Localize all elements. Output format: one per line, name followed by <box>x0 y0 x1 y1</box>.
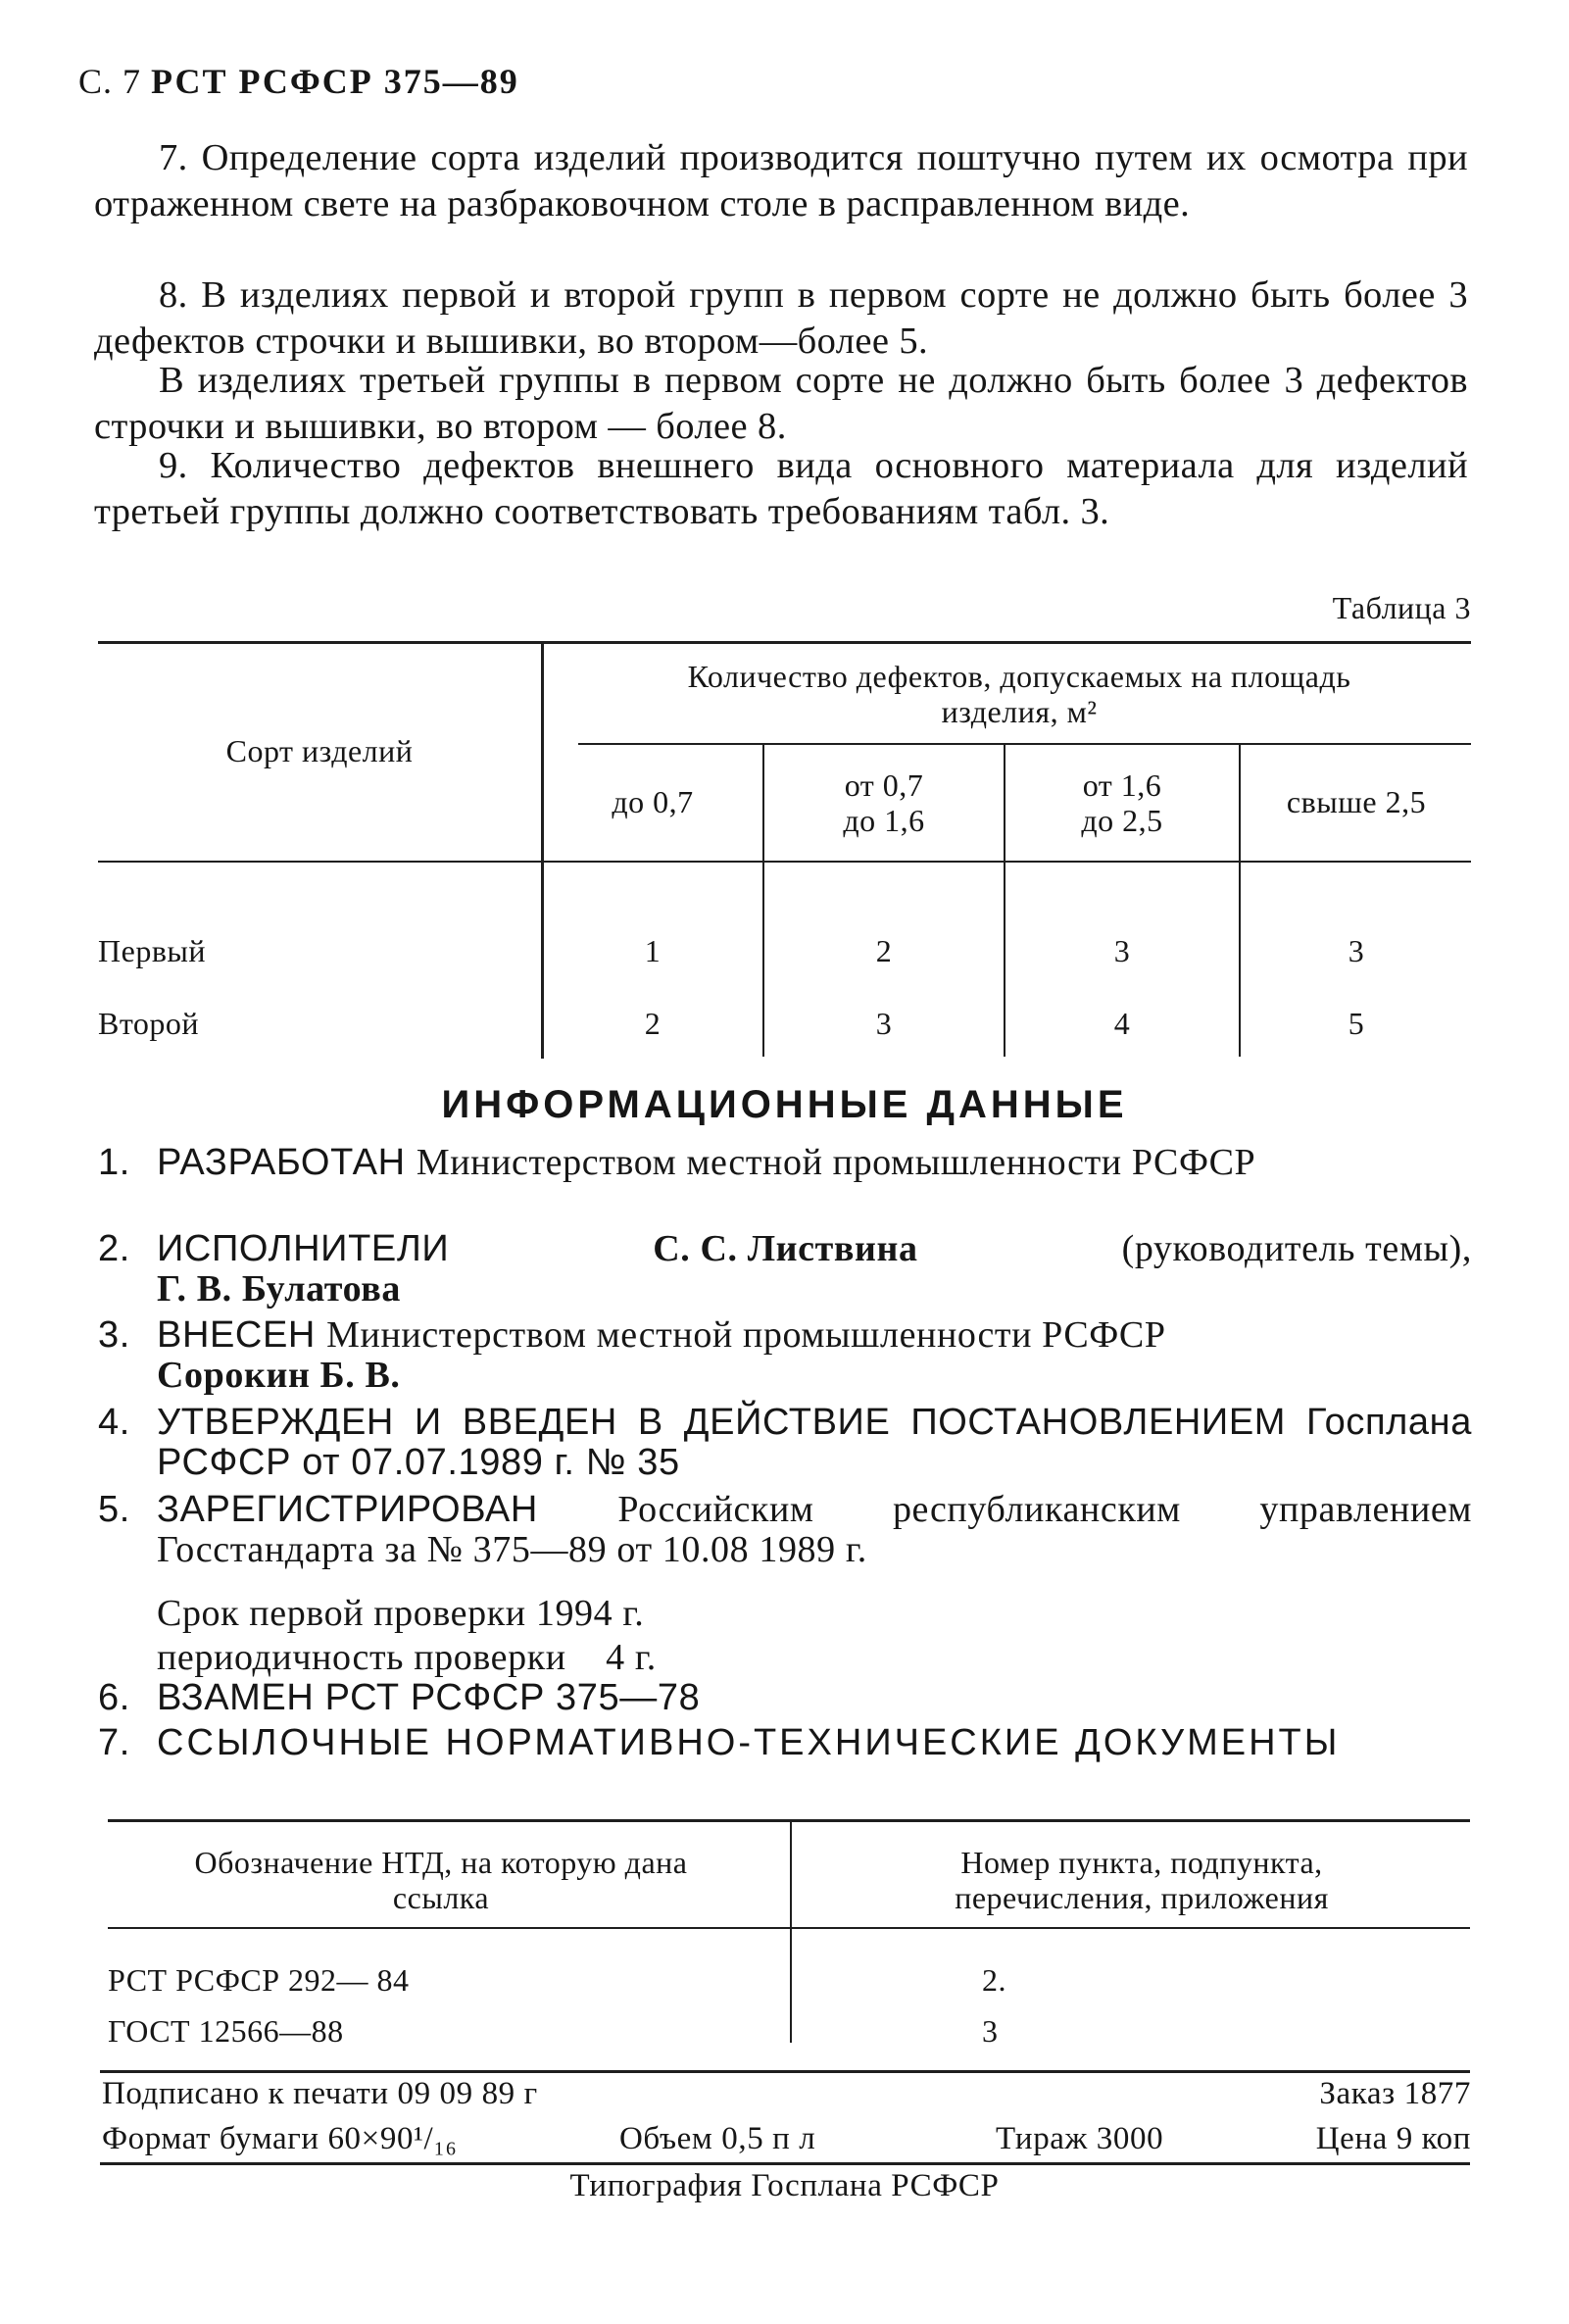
table-cell: 2 <box>644 1006 662 1041</box>
table-cell: 5 <box>1348 1006 1365 1041</box>
table-divider <box>1239 745 1241 1057</box>
ref-table-header-rule <box>108 1927 1470 1929</box>
item-text: Министерством местной промышленности РСФСР <box>416 1142 1256 1183</box>
executor-name: Г. В. Булатова <box>157 1268 401 1310</box>
item-number: 7. <box>98 1722 130 1763</box>
info-item-3 <box>98 1315 1472 1396</box>
item-number: 5. <box>98 1489 130 1530</box>
paragraph-7: 7. Определение сорта изделий производится поштучно путем их осмотра при отраженном свете на разбраковочном столе в расправленном виде. <box>94 137 1468 224</box>
column-header: от 1,6 до 2,5 <box>1081 767 1163 838</box>
info-item-2 <box>98 1229 1472 1310</box>
group-header: Количество дефектов, допускаемых на площадь изделия, м² <box>687 659 1351 729</box>
imprint-price: Цена 9 коп <box>1315 2121 1471 2156</box>
item-text: Госплана РСФСР от 07.07.1989 г. № 35 <box>157 1402 1472 1483</box>
imprint-copies: Тираж 3000 <box>996 2121 1164 2156</box>
ref-item: 2. <box>982 1962 1006 1998</box>
item-lead: ИСПОЛНИТЕЛИ <box>157 1228 450 1269</box>
imprint-bottom-rule <box>100 2162 1470 2165</box>
table-top-rule <box>98 641 1471 644</box>
ref-col1-header: Обозначение НТД, на которую дана ссылка <box>194 1845 688 1915</box>
paragraph-8-continued: В изделиях третьей группы в первом сорте не должно быть более 3 дефектов строчки и вышивки, во втором — более 8. <box>94 360 1468 447</box>
paragraph-9: 9. Количество дефектов внешнего вида основного материала для изделий третьей группы должно соответствовать требованиям табл. 3. <box>94 445 1468 532</box>
imprint-format: Формат бумаги 60×90¹/₁₆ <box>102 2121 458 2156</box>
first-check-term: Срок первой проверки 1994 г. <box>157 1593 645 1634</box>
table-cell: 1 <box>644 933 662 968</box>
row-header: Сорт изделий <box>225 733 414 768</box>
info-item-4 <box>98 1403 1472 1483</box>
table-cell: 3 <box>1348 933 1365 968</box>
item-number: 6. <box>98 1677 130 1718</box>
page-header <box>78 61 519 102</box>
standard-code: РСТ РСФСР 375—89 <box>151 62 519 101</box>
column-header: свыше 2,5 <box>1286 784 1427 819</box>
info-item-6 <box>98 1678 1472 1718</box>
check-periodicity: периодичность проверки 4 г. <box>157 1637 657 1678</box>
imprint-volume: Объем 0,5 п л <box>619 2121 816 2156</box>
table-cell: 3 <box>875 1006 893 1041</box>
ref-col2-header: Номер пункта, подпункта, перечисления, приложения <box>955 1845 1329 1915</box>
info-item-7 <box>98 1723 1472 1804</box>
imprint-order: Заказ 1877 <box>1319 2076 1471 2111</box>
row-label: Первый <box>98 933 207 968</box>
imprint-printer: Типография Госплана РСФСР <box>569 2168 1000 2203</box>
table-cell: 4 <box>1113 1006 1131 1041</box>
table-header-rule <box>98 861 1471 863</box>
table-caption: Таблица 3 <box>1332 590 1471 625</box>
item-text: Российским республиканским управлением Госстандарта за № 375—89 от 10.08 1989 г. <box>157 1489 1472 1570</box>
info-title: ИНФОРМАЦИОННЫЕ ДАННЫЕ <box>441 1083 1128 1126</box>
item-lead: РАЗРАБОТАН <box>157 1142 406 1183</box>
table-divider <box>541 643 544 1059</box>
info-item-1 <box>98 1143 1472 1223</box>
executor-name: С. С. Листвина <box>653 1228 918 1269</box>
item-lead: УТВЕРЖДЕН И ВВЕДЕН В ДЕЙСТВИЕ ПОСТАНОВЛЕНИЕМ <box>157 1402 1287 1443</box>
ref-doc: РСТ РСФСР 292— 84 <box>108 1962 410 1998</box>
item-text: Министерством местной промышленности РСФСР <box>326 1314 1166 1356</box>
column-header: до 0,7 <box>612 784 694 819</box>
ref-item: 3 <box>982 2013 999 2049</box>
ref-doc: ГОСТ 12566—88 <box>108 2013 344 2049</box>
executor-role: (руководитель темы), <box>1121 1228 1472 1269</box>
info-item-5 <box>98 1490 1472 1570</box>
item-number: 3. <box>98 1314 130 1356</box>
paragraph-8: 8. В изделиях первой и второй групп в первом сорте не должно быть более 3 дефектов строчки и вышивки, во втором—более 5. <box>94 274 1468 362</box>
table-cell: 3 <box>1113 933 1131 968</box>
item-lead: ЗАРЕГИСТРИРОВАН <box>157 1489 538 1530</box>
item-lead: ВНЕСЕН <box>157 1314 316 1356</box>
column-header: от 0,7 до 1,6 <box>843 767 925 838</box>
item-number: 4. <box>98 1402 130 1443</box>
imprint-top-rule <box>100 2070 1470 2073</box>
imprint-signed: Подписано к печати 09 09 89 г <box>102 2076 538 2111</box>
ref-table-divider <box>790 1821 792 2043</box>
row-label: Второй <box>98 1006 200 1041</box>
page-number: С. 7 <box>78 62 142 101</box>
ref-table-top-rule <box>108 1819 1470 1822</box>
item-lead: ВЗАМЕН РСТ РСФСР 375—78 <box>157 1677 701 1718</box>
table-cell: 2 <box>875 933 893 968</box>
item-number: 2. <box>98 1228 130 1269</box>
item-number: 1. <box>98 1142 130 1183</box>
submitter-name: Сорокин Б. В. <box>157 1355 401 1396</box>
table-group-rule <box>578 743 1471 745</box>
item-lead: ССЫЛОЧНЫЕ НОРМАТИВНО-ТЕХНИЧЕСКИЕ ДОКУМЕНТЫ <box>157 1722 1341 1763</box>
